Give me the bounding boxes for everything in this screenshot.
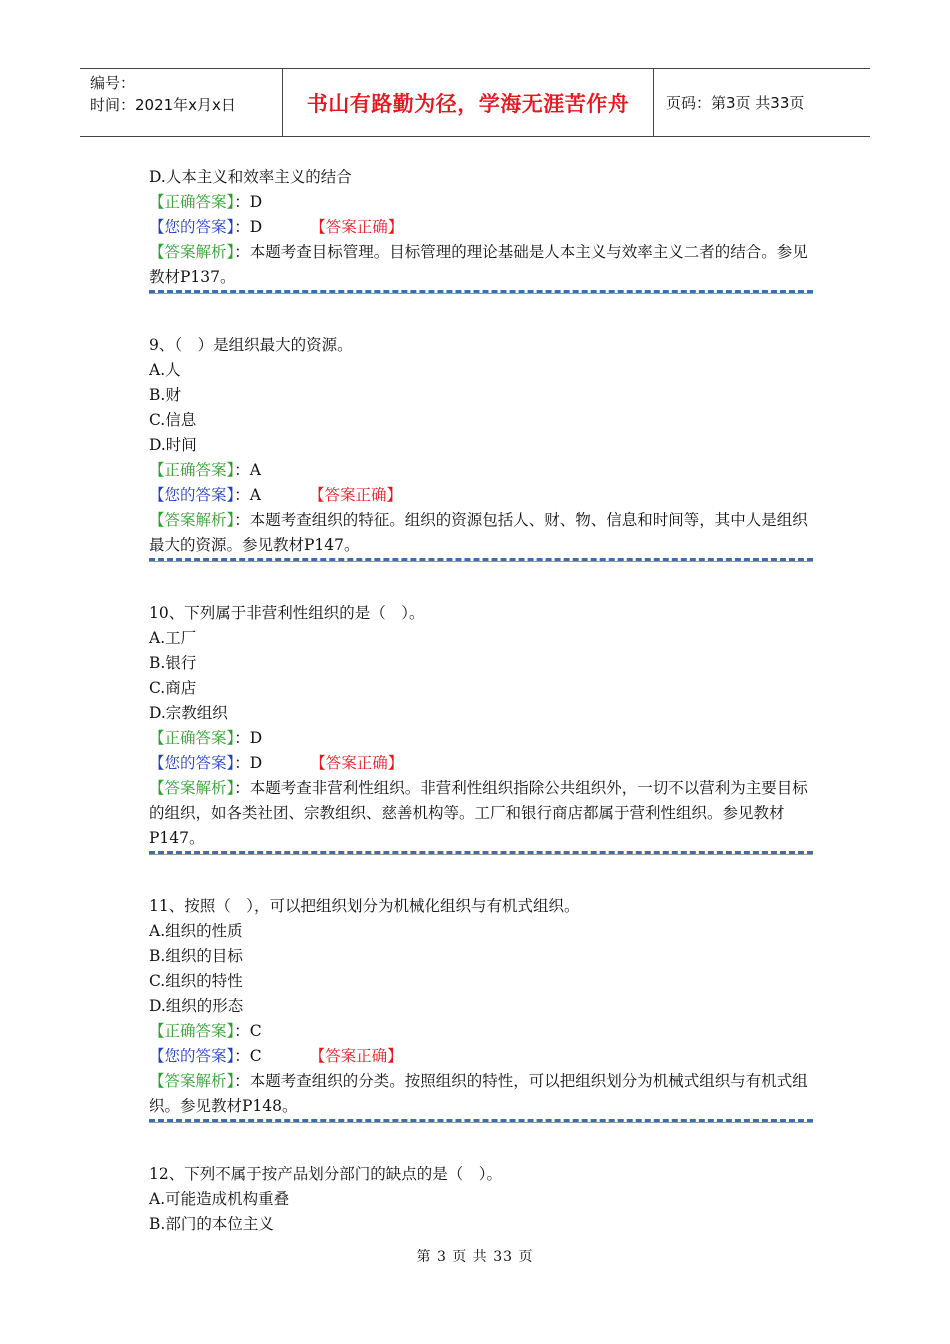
option-b: B.银行 — [149, 654, 197, 672]
correct-answer-row — [149, 190, 819, 215]
analysis-row — [149, 1069, 819, 1119]
option-d: D.组织的形态 — [149, 997, 244, 1015]
your-answer-value: A — [249, 486, 261, 504]
correct-answer-row — [149, 458, 819, 483]
header-meta — [80, 69, 282, 136]
analysis-label: 【答案解析】 — [149, 779, 235, 797]
option-d: D.人本主义和效率主义的结合 — [149, 168, 352, 186]
verdict-badge: 【答案正确】 — [309, 1047, 403, 1065]
option-a: A.组织的性质 — [149, 922, 243, 940]
your-answer-label: 【您的答案】 — [149, 486, 235, 504]
separator — [149, 1119, 813, 1122]
colon: ： — [234, 511, 250, 529]
correct-answer-label: 【正确答案】 — [149, 1022, 235, 1040]
correct-answer-label: 【正确答案】 — [149, 729, 235, 747]
correct-answer-value: C — [249, 1022, 262, 1040]
your-answer-value: C — [249, 1047, 262, 1065]
your-answer-row — [149, 215, 819, 240]
option-c: C.信息 — [149, 411, 197, 429]
option-d: D.时间 — [149, 436, 197, 454]
correct-answer-label: 【正确答案】 — [149, 193, 235, 211]
option-b: B.财 — [149, 386, 181, 404]
your-answer-value: D — [249, 218, 263, 236]
option-a: A.工厂 — [149, 629, 197, 647]
colon: ： — [234, 218, 250, 236]
correct-answer-value: D — [249, 729, 263, 747]
option-b: B.组织的目标 — [149, 947, 243, 965]
analysis-row — [149, 240, 819, 290]
colon: ： — [234, 1047, 250, 1065]
correct-answer-row — [149, 726, 819, 751]
correct-answer-row — [149, 1019, 819, 1044]
separator — [149, 851, 813, 854]
your-answer-row — [149, 483, 819, 508]
header-page-label: 页码：第3页 共33页 — [666, 94, 805, 112]
question-content — [149, 165, 819, 1237]
question-stem: 12、下列不属于按产品划分部门的缺点的是（ ）。 — [149, 1165, 502, 1183]
option-a: A.可能造成机构重叠 — [149, 1190, 290, 1208]
analysis-label: 【答案解析】 — [149, 243, 235, 261]
option-b: B.部门的本位主义 — [149, 1215, 274, 1233]
page-footer: 第 3 页 共 33 页 — [416, 1249, 534, 1265]
analysis-label: 【答案解析】 — [149, 1072, 235, 1090]
analysis-row — [149, 776, 819, 851]
analysis-row — [149, 508, 819, 558]
your-answer-label: 【您的答案】 — [149, 1047, 235, 1065]
colon: ： — [234, 461, 250, 479]
analysis-text: 本题考查组织的特征。组织的资源包括人、财、物、信息和时间等，其中人是组织最大的资源。参见教材P147。 — [149, 511, 808, 554]
page-header — [80, 68, 870, 137]
analysis-label: 【答案解析】 — [149, 511, 235, 529]
your-answer-row — [149, 1044, 819, 1069]
colon: ： — [234, 754, 250, 772]
colon: ： — [234, 243, 250, 261]
analysis-text: 本题考查目标管理。目标管理的理论基础是人本主义与效率主义二者的结合。参见教材P137。 — [149, 243, 808, 286]
colon: ： — [234, 1022, 250, 1040]
option-a: A.人 — [149, 361, 181, 379]
your-answer-value: D — [249, 754, 263, 772]
analysis-text: 本题考查非营利性组织。非营利性组织指除公共组织外，一切不以营利为主要目标的组织，如各类社团、宗教组织、慈善机构等。工厂和银行商店都属于营利性组织。参见教材P147。 — [149, 779, 808, 847]
option-c: C.商店 — [149, 679, 197, 697]
verdict-badge: 【答案正确】 — [308, 486, 402, 504]
separator — [149, 558, 813, 561]
your-answer-row — [149, 751, 819, 776]
time-label: 时间：2021年x月x日 — [90, 96, 236, 114]
number-label: 编号： — [90, 74, 136, 92]
correct-answer-value: A — [249, 461, 261, 479]
colon: ： — [234, 729, 250, 747]
correct-answer-label: 【正确答案】 — [149, 461, 235, 479]
correct-answer-value: D — [249, 193, 263, 211]
your-answer-label: 【您的答案】 — [149, 754, 235, 772]
question-stem: 11、按照（ ），可以把组织划分为机械化组织与有机式组织。 — [149, 897, 580, 915]
option-c: C.组织的特性 — [149, 972, 243, 990]
colon: ： — [234, 779, 250, 797]
colon: ： — [234, 1072, 250, 1090]
colon: ： — [234, 193, 250, 211]
question-stem: 10、下列属于非营利性组织的是（ ）。 — [149, 604, 425, 622]
verdict-badge: 【答案正确】 — [310, 218, 404, 236]
option-d: D.宗教组织 — [149, 704, 228, 722]
your-answer-label: 【您的答案】 — [149, 218, 235, 236]
question-stem: 9、（ ）是组织最大的资源。 — [149, 336, 353, 354]
analysis-text: 本题考查组织的分类。按照组织的特性，可以把组织划分为机械式组织与有机式组织。参见教材P148。 — [149, 1072, 808, 1115]
colon: ： — [234, 486, 250, 504]
separator — [149, 290, 813, 293]
header-motto: 书山有路勤为径，学海无涯苦作舟 — [282, 69, 654, 136]
verdict-badge: 【答案正确】 — [310, 754, 404, 772]
